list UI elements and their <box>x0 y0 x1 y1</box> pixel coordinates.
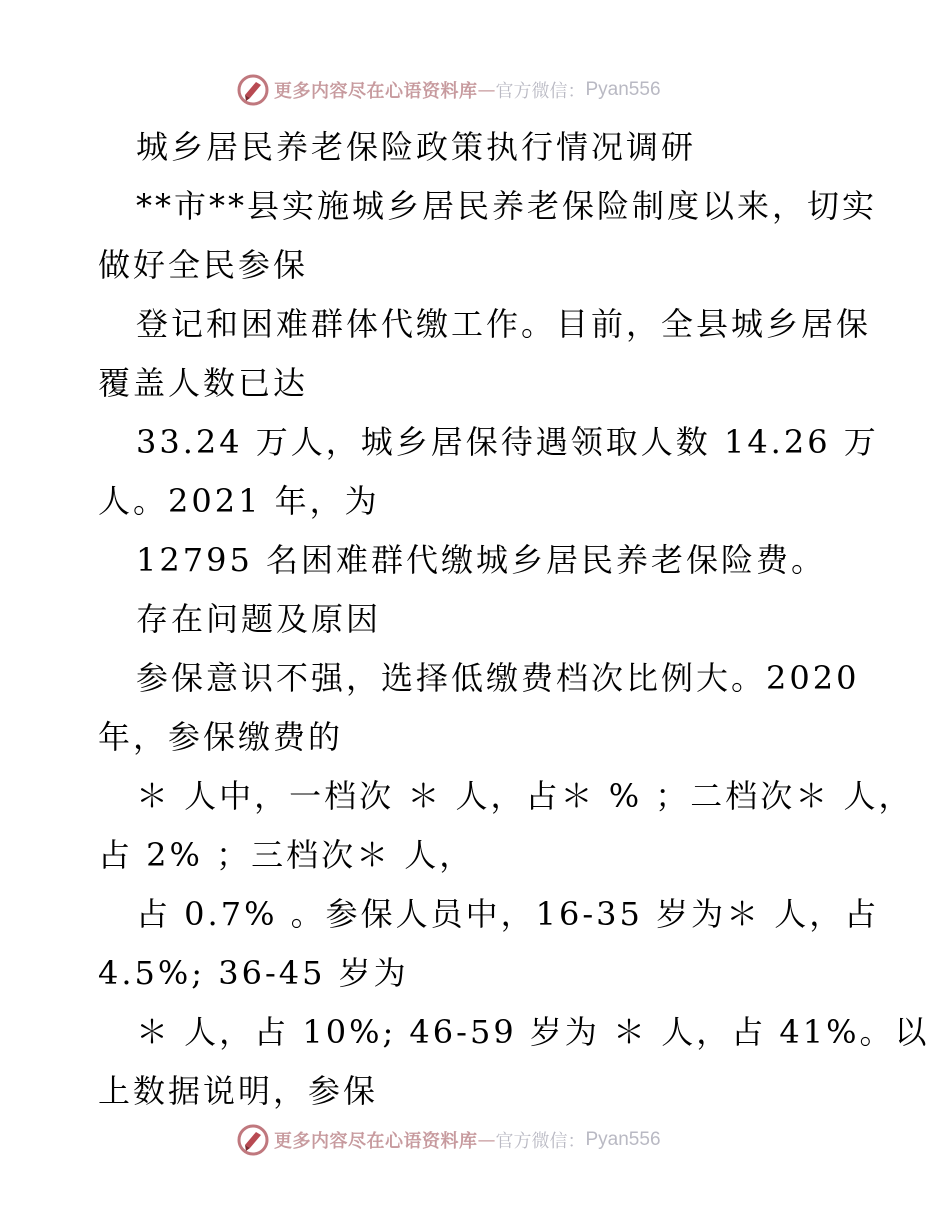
section-heading: 存在问题及原因 <box>136 600 382 638</box>
paragraph-line: 覆盖人数已达 <box>98 364 309 402</box>
watermark-text: 更多内容尽在心语资料库 <box>274 1131 478 1152</box>
paragraph-line: 做好全民参保 <box>98 246 309 284</box>
logo-icon <box>236 1123 270 1157</box>
paragraph-line: ＊ 人，占 10%; 46-59 岁为 ＊ 人，占 41%。以 <box>136 1013 930 1051</box>
paragraph-line: 参保意识不强，选择低缴费档次比例大。2020 <box>136 659 860 697</box>
paragraph-line: 4.5%; 36-45 岁为 <box>98 954 409 992</box>
paragraph-line: 33.24 万人，城乡居保待遇领取人数 14.26 万 <box>136 423 879 461</box>
paragraph-line: ＊ 人中，一档次 ＊ 人，占＊ % ；二档次＊ 人， <box>136 777 914 815</box>
watermark-wechat-label: 官方微信： <box>495 1131 586 1152</box>
paragraph-line: 人。2021 年，为 <box>98 482 380 520</box>
paragraph-line: 占 2% ；三档次＊ 人， <box>98 836 475 874</box>
document-body <box>98 118 930 1121</box>
watermark-wechat-id: Pyan556 <box>585 79 661 100</box>
paragraph-line: 登记和困难群体代缴工作。目前，全县城乡居保 <box>136 305 872 343</box>
watermark-separator: — <box>477 1129 496 1151</box>
paragraph-line: **市**县实施城乡居民养老保险制度以来，切实 <box>136 187 878 225</box>
paragraph-line: 上数据说明，参保 <box>98 1072 379 1110</box>
watermark-text: 更多内容尽在心语资料库 <box>274 81 478 102</box>
paragraph-line: 12795 名困难群代缴城乡居民养老保险费。 <box>136 541 826 579</box>
watermark-wechat-id: Pyan556 <box>585 1129 661 1150</box>
watermark-wechat-label: 官方微信： <box>495 81 586 102</box>
footer-watermark <box>236 1123 661 1157</box>
logo-icon <box>236 73 270 107</box>
header-watermark <box>236 73 661 107</box>
document-title: 城乡居民养老保险政策执行情况调研 <box>136 128 697 166</box>
paragraph-line: 年，参保缴费的 <box>98 718 344 756</box>
paragraph-line: 占 0.7% 。参保人员中，16-35 岁为＊ 人，占 <box>136 895 880 933</box>
watermark-separator: — <box>477 79 496 101</box>
